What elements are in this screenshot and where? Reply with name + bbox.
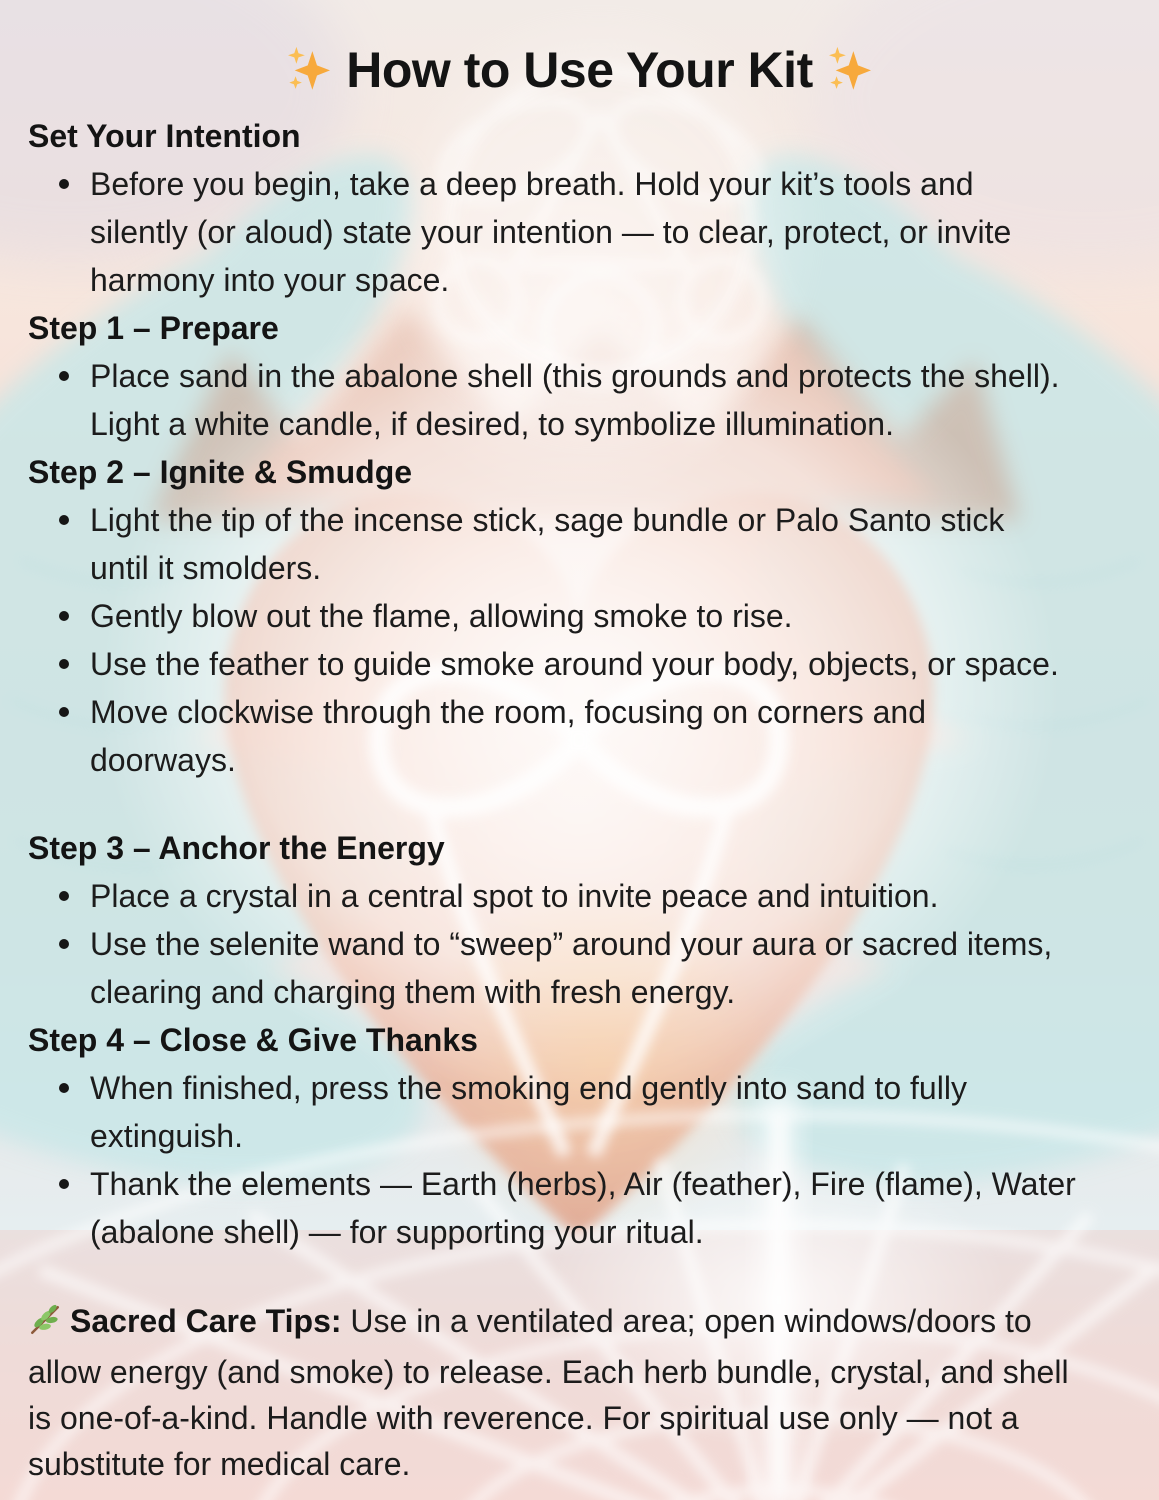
bullet-icon	[59, 1179, 69, 1189]
page-title: How to Use Your Kit	[346, 42, 813, 98]
bullet-icon	[59, 179, 69, 189]
bullet-line: Light a white candle, if desired, to symbolize illumination.	[90, 406, 894, 442]
list-item	[90, 872, 1131, 920]
list-item	[90, 1064, 1131, 1160]
care-tips-label: Sacred Care Tips:	[70, 1303, 342, 1339]
bullet-line: Gently blow out the flame, allowing smoke to rise.	[90, 598, 793, 634]
bullet-line: When finished, press the smoking end gently into sand to fully	[90, 1070, 967, 1106]
bullet-icon	[59, 515, 69, 525]
section-heading: Step 1 – Prepare	[28, 310, 279, 346]
sparkles-icon	[288, 45, 330, 95]
bullet-list	[28, 1064, 1131, 1256]
list-item	[90, 1160, 1131, 1256]
care-tips-text: Use in a ventilated area; open windows/doors to	[341, 1303, 1032, 1339]
bullet-icon	[59, 611, 69, 621]
list-item	[90, 160, 1131, 304]
bullet-line: extinguish.	[90, 1118, 243, 1154]
bullet-line: Use the selenite wand to “sweep” around your aura or sacred items,	[90, 926, 1053, 962]
bullet-list	[28, 872, 1131, 1016]
section	[28, 112, 1131, 304]
care-tips	[28, 1298, 1131, 1487]
list-item	[90, 496, 1131, 592]
section-heading: Step 2 – Ignite & Smudge	[28, 454, 413, 490]
bullet-line: Place a crystal in a central spot to invite peace and intuition.	[90, 878, 939, 914]
care-tips-line-4: substitute for medical care.	[28, 1446, 411, 1482]
section-heading: Step 3 – Anchor the Energy	[28, 830, 445, 866]
list-item	[90, 688, 1131, 784]
bullet-list	[28, 352, 1131, 448]
section	[28, 304, 1131, 448]
bullet-list	[28, 496, 1131, 784]
bullet-icon	[59, 371, 69, 381]
sections	[28, 112, 1131, 1256]
bullet-line: Thank the elements — Earth (herbs), Air (feather), Fire (flame), Water	[90, 1166, 1076, 1202]
bullet-list	[28, 160, 1131, 304]
bullet-icon	[59, 659, 69, 669]
bullet-icon	[59, 939, 69, 949]
bullet-line: Move clockwise through the room, focusing on corners and	[90, 694, 926, 730]
bullet-line: Light the tip of the incense stick, sage bundle or Palo Santo stick	[90, 502, 1005, 538]
section-heading: Set Your Intention	[28, 118, 301, 154]
list-item	[90, 352, 1131, 448]
bullet-line: Before you begin, take a deep breath. Hold your kit’s tools and	[90, 166, 974, 202]
bullet-icon	[59, 707, 69, 717]
section	[28, 448, 1131, 784]
care-tips-line-2: allow energy (and smoke) to release. Each herb bundle, crystal, and shell	[28, 1354, 1069, 1390]
list-item	[90, 592, 1131, 640]
page-title-row	[28, 0, 1131, 106]
care-tips-line-3: is one-of-a-kind. Handle with reverence. For spiritual use only — not a	[28, 1400, 1019, 1436]
bullet-line: (abalone shell) — for supporting your ritual.	[90, 1214, 704, 1250]
bullet-line: Place sand in the abalone shell (this grounds and protects the shell).	[90, 358, 1060, 394]
herb-icon	[28, 1303, 62, 1349]
section-heading: Step 4 – Close & Give Thanks	[28, 1022, 478, 1058]
list-item	[90, 640, 1131, 688]
bullet-icon	[59, 891, 69, 901]
bullet-line: doorways.	[90, 742, 236, 778]
bullet-line: Use the feather to guide smoke around your body, objects, or space.	[90, 646, 1059, 682]
bullet-line: clearing and charging them with fresh energy.	[90, 974, 736, 1010]
bullet-line: until it smolders.	[90, 550, 322, 586]
bullet-line: harmony into your space.	[90, 262, 450, 298]
sparkles-icon	[829, 45, 871, 95]
bullet-line: silently (or aloud) state your intention — to clear, protect, or invite	[90, 214, 1012, 250]
section	[28, 824, 1131, 1016]
bullet-icon	[59, 1083, 69, 1093]
list-item	[90, 920, 1131, 1016]
section	[28, 1016, 1131, 1256]
care-tips-line-1	[28, 1298, 1131, 1349]
